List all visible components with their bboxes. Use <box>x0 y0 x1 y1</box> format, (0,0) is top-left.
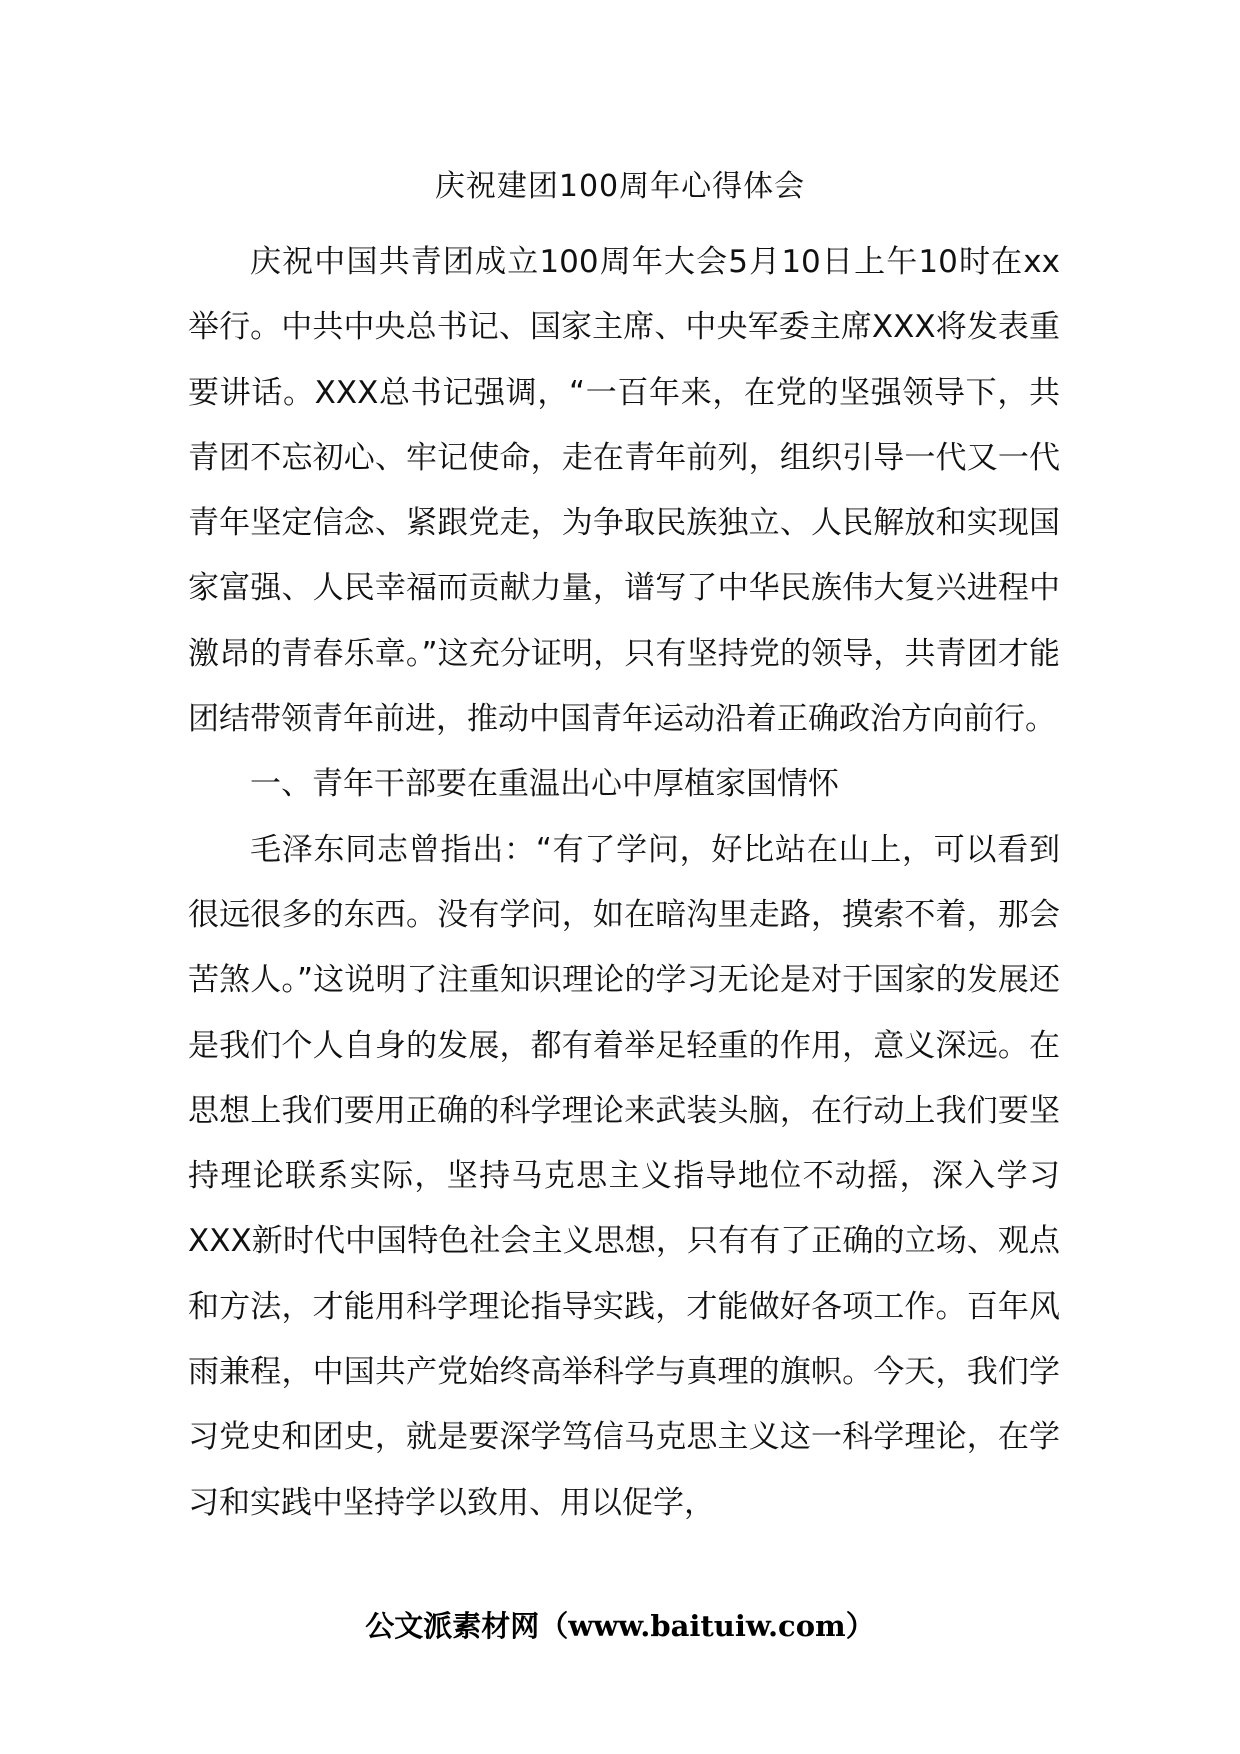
section-heading-1: 一、青年干部要在重温出心中厚植家国情怀 <box>250 766 839 803</box>
document-body <box>188 230 1060 1536</box>
document-title: 庆祝建团100周年心得体会 <box>434 169 806 204</box>
footer-watermark: 公文派素材网（www.baituiw.com） <box>365 1609 875 1643</box>
paragraph-section-1: 毛泽东同志曾指出：“有了学问，好比站在山上，可以看到很远很多的东西。没有学问，如在暗沟里走路，摸索不着，那会苦煞人。”这说明了注重知识理论的学习无论是对于国家的发展还是我们个人自身的发展，都有着举足轻重的作用，意义深远。在思想上我们要用正确的科学理论来武装头脑，在行动上我们要坚持理论联系实际，坚持马克思主义指导地位不动摇，深入学习XXX新时代中国特色社会主义思想，只有有了正确的立场、观点和方法，才能用科学理论指导实践，才能做好各项工作。百年风雨兼程，中国共产党始终高举科学与真理的旗帜。今天，我们学习党史和团史，就是要深学笃信马克思主义这一科学理论，在学习和实践中坚持学以致用、用以促学， <box>188 831 1060 1521</box>
paragraph-intro: 庆祝中国共青团成立100周年大会5月10日上午10时在xx举行。中共中央总书记、国家主席、中央军委主席XXX将发表重要讲话。XXX总书记强调，“一百年来，在党的坚强领导下，共青团不忘初心、牢记使命，走在青年前列，组织引导一代又一代青年坚定信念、紧跟党走，为争取民族独立、人民解放和实现国家富强、人民幸福而贡献力量，谱写了中华民族伟大复兴进程中激昂的青春乐章。”这充分证明，只有坚持党的领导，共青团才能团结带领青年前进，推动中国青年运动沿着正确政治方向前行。 <box>188 244 1060 738</box>
